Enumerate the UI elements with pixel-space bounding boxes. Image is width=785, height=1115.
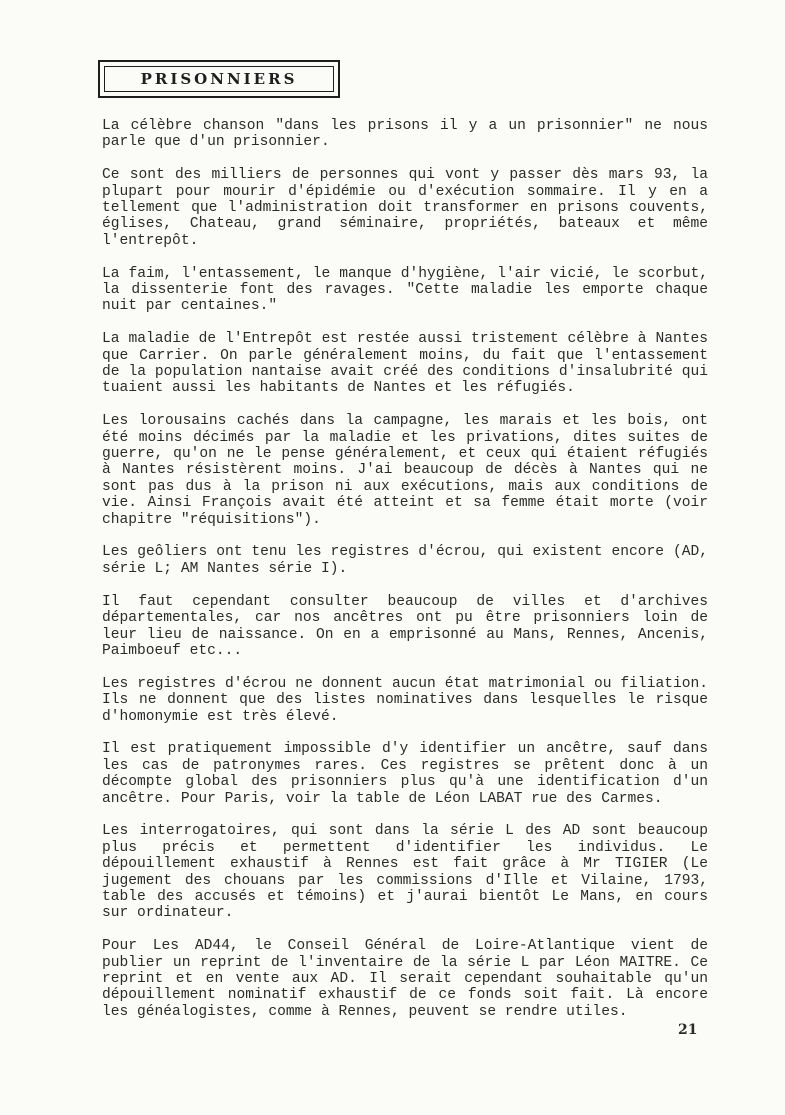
paragraph: La faim, l'entassement, le manque d'hygiène, l'air vicié, le scorbut, la dissenterie font des ravages. "Cette maladie les emporte chaque nuit par centaines." [102,265,708,315]
page-number: 21 [678,1022,698,1038]
body-text [102,118,708,1037]
paragraph: Les interrogatoires, qui sont dans la série L des AD sont beaucoup plus précis et permettent d'identifier les individus. Le dépouillement exhaustif à Rennes est fait grâce à Mr TIGIER (Le jugement des chouans par les commissions d'Ille et Vilaine, 1793, table des accusés et témoins) et j'aurai bientôt Le Mans, en cours sur ordinateur. [102,823,708,922]
paragraph: Il faut cependant consulter beaucoup de villes et d'archives départementales, car nos ancêtres ont pu être prisonniers loin de leur lieu de naissance. On en a emprisonné au Mans, Rennes, Ancenis, Paimboeuf etc... [102,593,708,659]
paragraph: Ce sont des milliers de personnes qui vont y passer dès mars 93, la plupart pour mourir d'épidémie ou d'exécution sommaire. Il y en a tellement que l'administration doit transformer en prisons couvents, églises, Chateau, grand séminaire, propriétés, bateaux et même l'entrepôt. [102,167,708,249]
section-heading-frame [98,60,340,98]
paragraph: Il est pratiquement impossible d'y identifier un ancêtre, sauf dans les cas de patronymes rares. Ces registres se prêtent donc à un décompte global des prisonniers plus qu'à une identification d'un ancêtre. Pour Paris, voir la table de Léon LABAT rue des Carmes. [102,741,708,807]
paragraph: La maladie de l'Entrepôt est restée aussi tristement célèbre à Nantes que Carrier. On parle généralement moins, du fait que l'entassement de la population nantaise avait créé des conditions d'insalubrité qui tuaient aussi les habitants de Nantes et les réfugiés. [102,331,708,397]
paragraph: Les geôliers ont tenu les registres d'écrou, qui existent encore (AD, série L; AM Nantes série I). [102,544,708,577]
paragraph: La célèbre chanson "dans les prisons il y a un prisonnier" ne nous parle que d'un prisonnier. [102,118,708,151]
section-heading: PRISONNIERS [140,70,298,88]
section-heading-inner-frame [104,66,334,92]
paragraph: Pour Les AD44, le Conseil Général de Loire-Atlantique vient de publier un reprint de l'inventaire de la série L par Léon MAITRE. Ce reprint et en vente aux AD. Il serait cependant souhaitable qu'un dépouillement nominatif exhaustif de ce fonds soit fait. Là encore les généalogistes, comme à Rennes, peuvent se rendre utiles. [102,938,708,1020]
paragraph: Les lorousains cachés dans la campagne, les marais et les bois, ont été moins décimés par la maladie et les privations, dites suites de guerre, qu'on ne le pense généralement, et ceux qui étaient réfugiés à Nantes résistèrent moins. J'ai beaucoup de décès à Nantes qui ne sont pas dus à la prison ni aux exécutions, mais aux conditions de vie. Ainsi François avait été atteint et sa femme était morte (voir chapitre "réquisitions"). [102,413,708,528]
paragraph: Les registres d'écrou ne donnent aucun état matrimonial ou filiation. Ils ne donnent que des listes nominatives dans lesquelles le risque d'homonymie est très élevé. [102,675,708,725]
